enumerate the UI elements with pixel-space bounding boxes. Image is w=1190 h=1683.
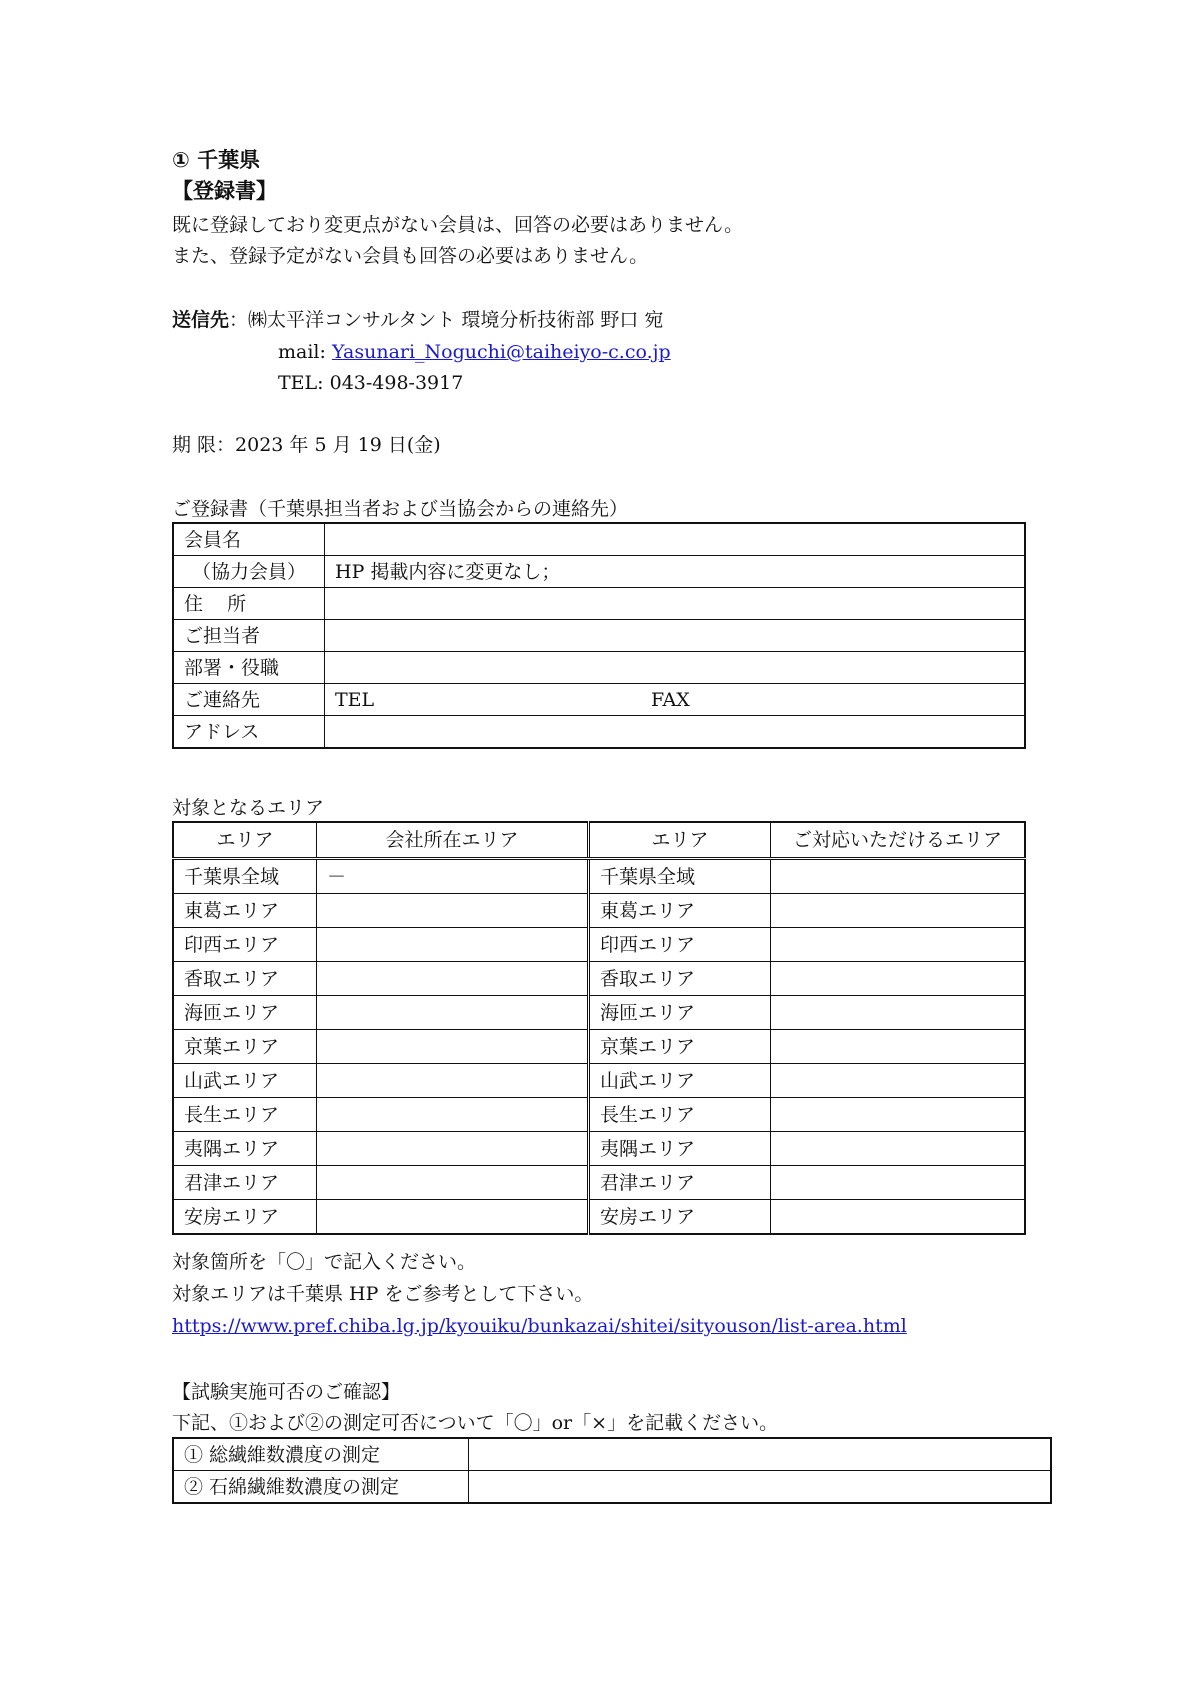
test-title: 【試験実施可否のご確認】	[172, 1381, 401, 1403]
areas-caption: 対象となるエリア	[172, 797, 325, 819]
deadline: 期 限：2023 年 5 月 19 日(金)	[172, 434, 441, 456]
address-field[interactable]	[325, 588, 1026, 620]
area-label: 君津エリア	[589, 1166, 771, 1200]
support-area-cell[interactable]	[771, 1098, 1026, 1132]
mail-line	[278, 340, 671, 364]
areas-table	[172, 821, 1026, 1235]
company-area-cell[interactable]: －	[317, 859, 589, 894]
department-field[interactable]	[325, 652, 1026, 684]
registration-caption: ご登録書（千葉県担当者および当協会からの連絡先）	[172, 498, 629, 520]
area-label: 京葉エリア	[173, 1030, 317, 1064]
area-label: 夷隅エリア	[173, 1132, 317, 1166]
areas-note: 対象エリアは千葉県 HP をご参考として下さい。	[172, 1283, 594, 1305]
table-row	[173, 1132, 1025, 1166]
company-area-cell[interactable]	[317, 1200, 589, 1235]
fax-label: FAX	[651, 688, 690, 711]
area-label: 安房エリア	[173, 1200, 317, 1235]
column-header: 会社所在エリア	[317, 822, 589, 859]
row-label: 部署・役職	[173, 652, 325, 684]
company-area-cell[interactable]	[317, 894, 589, 928]
table-header-row	[173, 822, 1025, 859]
table-row	[173, 588, 1025, 620]
table-row	[173, 1471, 1051, 1504]
mail-label: mail:	[278, 341, 332, 363]
table-row	[173, 523, 1025, 556]
table-row	[173, 556, 1025, 588]
table-row	[173, 1438, 1051, 1471]
table-row	[173, 716, 1025, 749]
row-label: ご連絡先	[173, 684, 325, 716]
registration-table	[172, 522, 1026, 749]
area-label: 山武エリア	[173, 1064, 317, 1098]
column-header: エリア	[589, 822, 771, 859]
area-label: 印西エリア	[173, 928, 317, 962]
row-label: 住 所	[173, 588, 325, 620]
area-label: 京葉エリア	[589, 1030, 771, 1064]
tel-line: TEL: 043-498-3917	[278, 372, 464, 394]
table-row	[173, 996, 1025, 1030]
test-instruction: 下記、①および②の測定可否について「〇」or「×」を記載ください。	[172, 1412, 779, 1434]
area-label: 安房エリア	[589, 1200, 771, 1235]
support-area-cell[interactable]	[771, 859, 1026, 894]
company-area-cell[interactable]	[317, 1098, 589, 1132]
area-label: 山武エリア	[589, 1064, 771, 1098]
section-title: 【登録書】	[172, 179, 277, 203]
table-row	[173, 1030, 1025, 1064]
area-label: 夷隅エリア	[589, 1132, 771, 1166]
row-label: 会員名	[173, 523, 325, 556]
test-answer-field[interactable]	[469, 1471, 1052, 1504]
area-label: 千葉県全域	[589, 859, 771, 894]
table-row	[173, 1098, 1025, 1132]
table-row	[173, 928, 1025, 962]
test-label: ② 石綿繊維数濃度の測定	[173, 1471, 469, 1504]
intro-line: また、登録予定がない会員も回答の必要はありません。	[172, 245, 649, 267]
table-row	[173, 1166, 1025, 1200]
recipient-label: 送信先	[172, 309, 230, 331]
row-label: ご担当者	[173, 620, 325, 652]
area-label: 香取エリア	[173, 962, 317, 996]
company-area-cell[interactable]	[317, 928, 589, 962]
email-field[interactable]	[325, 716, 1026, 749]
row-label: （協力会員）	[173, 556, 325, 588]
company-area-cell[interactable]	[317, 1030, 589, 1064]
table-row	[173, 620, 1025, 652]
table-row	[173, 652, 1025, 684]
area-label: 海匝エリア	[173, 996, 317, 1030]
area-label: 東葛エリア	[589, 894, 771, 928]
intro-line: 既に登録しており変更点がない会員は、回答の必要はありません。	[172, 214, 744, 236]
mail-link[interactable]: Yasunari_Noguchi@taiheiyo-c.co.jp	[331, 341, 671, 363]
test-label: ① 総繊維数濃度の測定	[173, 1438, 469, 1471]
company-area-cell[interactable]	[317, 1132, 589, 1166]
contact-person-field[interactable]	[325, 620, 1026, 652]
support-area-cell[interactable]	[771, 1064, 1026, 1098]
company-area-cell[interactable]	[317, 996, 589, 1030]
area-label: 千葉県全域	[173, 859, 317, 894]
member-name-field[interactable]	[325, 523, 1026, 556]
area-label: 香取エリア	[589, 962, 771, 996]
areas-note: 対象箇所を「〇」で記入ください。	[172, 1251, 477, 1273]
support-area-cell[interactable]	[771, 1030, 1026, 1064]
recipient-value: ：㈱太平洋コンサルタント 環境分析技術部 野口 宛	[229, 309, 664, 331]
support-area-cell[interactable]	[771, 894, 1026, 928]
support-area-cell[interactable]	[771, 1132, 1026, 1166]
company-area-cell[interactable]	[317, 1166, 589, 1200]
company-area-cell[interactable]	[317, 1064, 589, 1098]
area-label: 君津エリア	[173, 1166, 317, 1200]
recipient-line	[172, 308, 663, 332]
tel-label: TEL	[335, 688, 375, 711]
table-row	[173, 859, 1025, 894]
support-area-cell[interactable]	[771, 996, 1026, 1030]
table-row	[173, 962, 1025, 996]
test-answer-field[interactable]	[469, 1438, 1052, 1471]
test-table	[172, 1437, 1052, 1504]
table-row	[173, 1200, 1025, 1235]
table-row	[173, 1064, 1025, 1098]
area-label: 海匝エリア	[589, 996, 771, 1030]
area-label: 長生エリア	[589, 1098, 771, 1132]
support-area-cell[interactable]	[771, 1200, 1026, 1235]
table-row	[173, 894, 1025, 928]
chiba-hp-link[interactable]: https://www.pref.chiba.lg.jp/kyouiku/bunkazai/shitei/sityouson/list-area.html	[172, 1315, 907, 1337]
column-header: エリア	[173, 822, 317, 859]
contact-field[interactable]	[325, 684, 1026, 716]
area-label: 東葛エリア	[173, 894, 317, 928]
row-label: アドレス	[173, 716, 325, 749]
support-area-cell[interactable]	[771, 962, 1026, 996]
area-label: 印西エリア	[589, 928, 771, 962]
page-title: ① 千葉県	[172, 148, 261, 172]
support-area-cell[interactable]	[771, 1166, 1026, 1200]
table-row	[173, 684, 1025, 716]
area-label: 長生エリア	[173, 1098, 317, 1132]
column-header: ご対応いただけるエリア	[771, 822, 1026, 859]
company-area-cell[interactable]	[317, 962, 589, 996]
cooperating-member-field[interactable]: HP 掲載内容に変更なし；	[325, 556, 1026, 588]
support-area-cell[interactable]	[771, 928, 1026, 962]
